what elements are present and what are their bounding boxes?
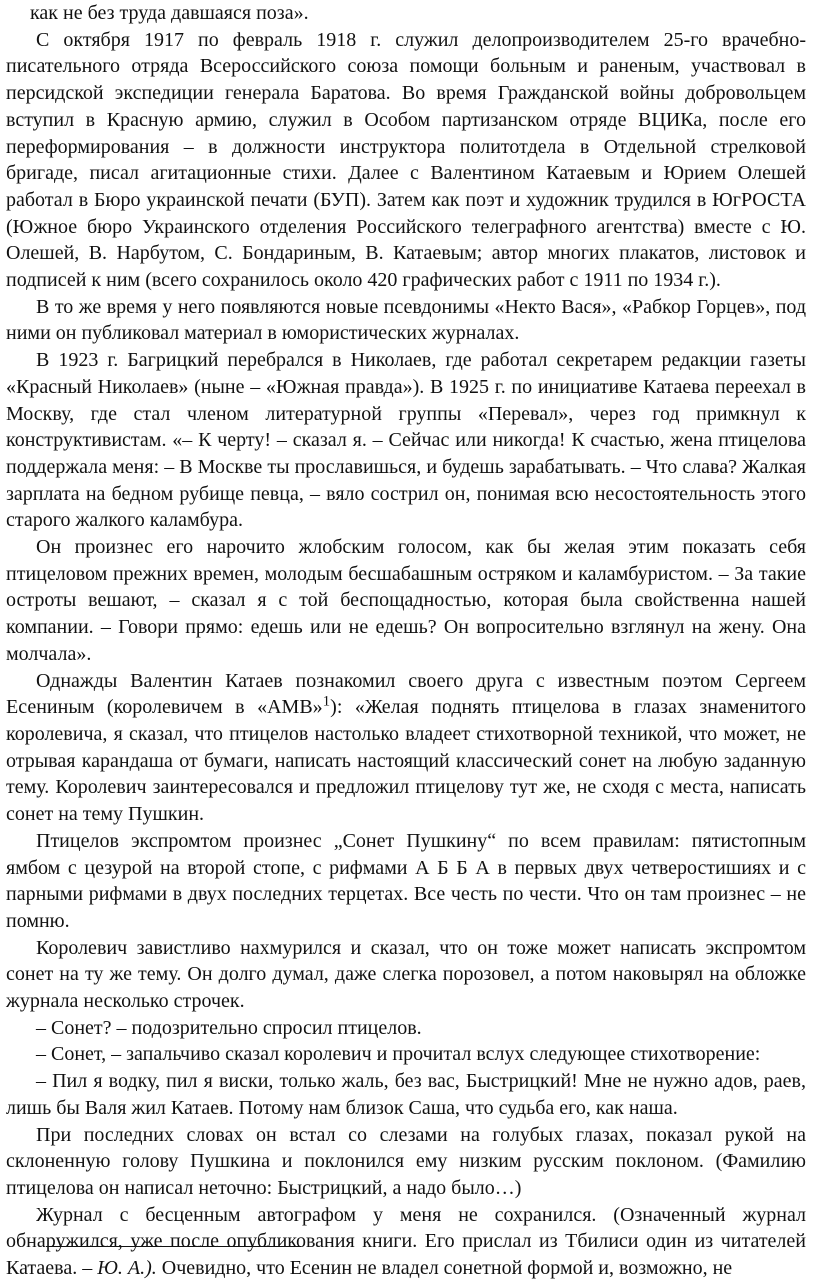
paragraph-move-to-moscow: В 1923 г. Багрицкий перебрался в Николаев, где работал секретарем редакции газеты «Красный Николаев» (ныне – «Южная правда»). В 1925 г. по инициативе Катаева переехал в Москву, где стал членом литературной группы «Перевал», через год примкнул к конструктивистам. «– К черту! – сказал я. – Сейчас или никогда! К счастью, жена птицелова поддержала меня: – В Москве ты прославишься, и будешь зарабатывать. – Что слава? Жалкая зарплата на бедном рубище певца, – вяло сострил он, понимая всю несостоятельность этого старого жалкого каламбура. (6, 349, 806, 532)
paragraph-esenin-text-end: ): «Желая поднять птицелова в глазах знаменитого королевича, я сказал, что птицелов настолько владеет стихотворной техникой, что может, не отрывая карандаша от бумаги, написать настоящий классический сонет на любую заданную тему. Королевич заинтересовался и предложил птицелову тут же, не сходя с места, написать сонет на тему Пушкин. (6, 696, 806, 826)
journal-note-text-start: Журнал с бесценным автографом у меня не сохранился. (Означенный журнал обнаружился, уже после опубликования книги. Его прислал из Тбилиси один из читателей Катаева. – (6, 1203, 806, 1280)
paragraph-service-history: С октября 1917 по февраль 1918 г. служил делопроизводителем 25-го врачебно-писательного отряда Всероссийского союза помощи больным и раненым, участвовал в персидской экспедиции генерала Баратова. Во время Гражданской войны добровольцем вступил в Красную армию, служил в Особом партизанском отряде ВЦИКа, после его переформирования – в должности инструктора политотдела в Отдельной стрелковой бригаде, писал агитационные стихи. Далее с Валентином Катаевым и Юрием Олешей работал в Бюро украинской печати (БУП). Затем как поэт и художник трудился в ЮгРОСТА (Южное бюро Украинского отделения Российского телеграфного агентства) вместе с Ю. Олешей, В. Нарбутом, С. Бондариным, В. Катаевым; автор многих плакатов, листовок и подписей к ним (всего сохранилось около 420 графических работ с 1911 по 1934 г.). (6, 28, 806, 292)
paragraph-koroleyvich-envy: Королевич завистливо нахмурился и сказал, что он тоже может написать экспромтом сонет на ту же тему. Он долго думал, даже слегка порозовел, а потом наковырял на обложке журнала несколько строчек. (6, 936, 806, 1013)
footnote-marker[interactable]: 1 (322, 693, 331, 710)
paragraph-joke: Он произнес его нарочито жлобским голосом, как бы желая этим показать себя птицеловом прежних времен, молодым бесшабашным остряком и каламбуристом. – За такие остроты вешают, – сказал я с той беспощадностью, которая была свойственна нашей компании. – Говори прямо: едешь или не едешь? Он вопросительно взглянул на жену. Она молчала». (6, 536, 806, 665)
journal-note-text-end: Очевидно, что Есенин не владел сонетной формой и, возможно, не (156, 1257, 733, 1280)
paragraph-dialogue-answer: – Сонет, – запальчиво сказал королевич и прочитал вслух следующее стихотворение: (36, 1043, 761, 1066)
paragraph-pseudonyms: В то же время у него появляются новые псевдонимы «Некто Вася», «Рабкор Горцев», под ними он публиковал материал в юмористических журналах. (6, 295, 806, 345)
paragraph-esenin-text-start: Однажды Валентин Катаев познакомил своего друга с известным поэтом Сергеем Есениным (королевичем в «АМВ» (6, 669, 806, 719)
footnote-separator (46, 1246, 301, 1247)
paragraph-dialogue-question: – Сонет? – подозрительно спросил птицелов. (36, 1016, 422, 1039)
author-initials: Ю. А.). (97, 1257, 157, 1280)
paragraph-continuation: как не без труда давшаяся поза». (30, 2, 309, 24)
paragraph-journal-note (6, 1202, 806, 1282)
paragraph-esenin-meeting (6, 668, 806, 828)
paragraph-sonnet-pushkin: Птицелов экспромтом произнес „Сонет Пушкину“ по всем правилам: пятистопным ямбом с цезурой на второй стопе, с рифмами А Б Б А в первых двух четверостишиях и с парными рифмами в двух последних терцетах. Все честь по чести. Что он там произнес – не помню. (6, 829, 806, 932)
paragraph-bow: При последних словах он встал со слезами на голубых глазах, показал рукой на склоненную голову Пушкина и поклонился ему низким русским поклоном. (Фамилию птицелова он написал неточно: Быстрицкий, а надо было…) (6, 1123, 806, 1199)
paragraph-poem: – Пил я водку, пил я виски, только жаль, без вас, Быстрицкий! Мне не нужно адов, раев, лишь бы Валя жил Катаев. Потому нам близок Саша, что судьба его, как наша. (6, 1070, 806, 1119)
